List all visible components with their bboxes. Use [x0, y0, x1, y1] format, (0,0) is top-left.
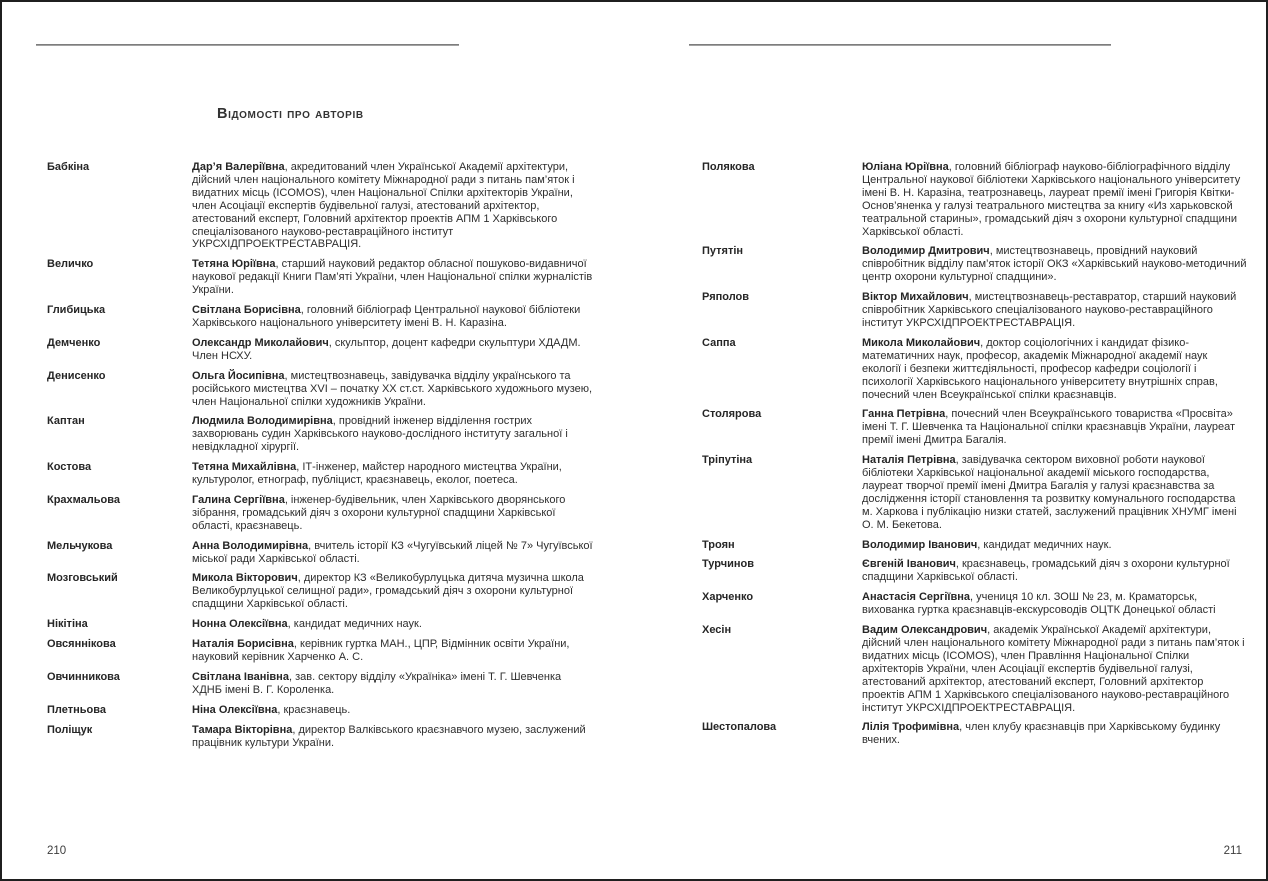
author-surname: Полякова	[702, 161, 755, 173]
author-description	[862, 454, 1247, 531]
author-surname: Шестопалова	[702, 721, 777, 734]
author-description	[862, 624, 1247, 714]
author-surname: Путятін	[702, 245, 744, 258]
author-surname: Демченко	[47, 336, 101, 349]
author-surname: Глибицька	[47, 304, 106, 317]
author-bio-text: , керівник гуртка МАН., ЦПР, Відмінник освіти України, науковий керівник Харченко А. С.	[192, 638, 570, 663]
author-name: Тамара Вікторівна	[192, 723, 293, 736]
author-surname: Величко	[47, 258, 94, 271]
author-entry	[702, 558, 1247, 584]
author-surname: Денисенко	[47, 369, 106, 382]
author-entry	[47, 304, 597, 330]
author-name: Олександр Миколайович	[192, 336, 329, 349]
author-description	[192, 704, 594, 717]
author-name: Євгеній Іванович	[862, 558, 956, 571]
author-entry	[47, 370, 597, 409]
author-entry	[47, 671, 597, 697]
left-page-author-list	[47, 161, 597, 756]
author-entry	[702, 539, 1247, 552]
author-name: Вадим Олександрович	[862, 624, 988, 637]
author-surname: Троян	[702, 538, 735, 551]
author-entry	[702, 161, 1247, 238]
author-surname: Тріпутіна	[702, 454, 753, 467]
author-bio-text: , краєзнавець.	[277, 703, 351, 716]
author-description	[192, 618, 594, 631]
author-description	[862, 539, 1247, 552]
author-surname: Овсяннікова	[47, 638, 116, 651]
author-surname: Саппа	[702, 336, 736, 349]
author-surname: Бабкіна	[47, 161, 90, 173]
left-page-number: 210	[47, 845, 67, 857]
author-name: Володимир Іванович	[862, 538, 978, 551]
author-name: Ніна Олексіївна	[192, 703, 278, 716]
author-entry	[702, 408, 1247, 447]
author-bio-text: , кандидат медичних наук.	[977, 538, 1112, 551]
author-description	[192, 724, 594, 750]
author-entry	[47, 494, 597, 533]
author-name: Тетяна Михайлівна	[192, 461, 297, 474]
author-name: Тетяна Юріївна	[192, 258, 276, 271]
author-name: Наталія Борисівна	[192, 638, 294, 651]
author-bio-text: , краєзнавець, громадський діяч з охорони культурної спадщини Харківської області.	[862, 558, 1230, 584]
author-description	[192, 461, 594, 487]
author-name: Володимир Дмитрович	[862, 245, 990, 258]
author-name: Нонна Олексіївна	[192, 618, 288, 631]
author-description	[192, 494, 594, 533]
author-name: Микола Вікторович	[192, 572, 298, 585]
author-surname: Харченко	[702, 591, 754, 604]
author-name: Наталія Петрівна	[862, 454, 956, 467]
author-entry	[47, 572, 597, 611]
author-surname: Мозговський	[47, 572, 118, 585]
author-surname: Костова	[47, 461, 92, 474]
author-description	[192, 572, 594, 611]
section-title: Відомості про авторів	[217, 106, 364, 122]
author-name: Ганна Петрівна	[862, 408, 946, 421]
author-bio-text: , мистецтвознавець-реставратор, старший науковий співробітник Харківського спеціалізованого науково-реставраційного інститут УКРСХІДПРОЕКТРЕСТАВРАЦІЯ.	[862, 291, 1237, 329]
author-description	[862, 408, 1247, 447]
author-description	[192, 370, 594, 409]
author-bio-text: , доктор соціологічних і кандидат фізико-математичних наук, професор, академік Міжнародної академії наук екології і безпеки життєдіяльності, професор кафедри соціології і психології Харківського національного університету внутрішніх справ, почесний член Всеукраїнської спілки краєзнавців.	[862, 336, 1218, 401]
author-entry	[47, 258, 597, 297]
author-surname: Овчинникова	[47, 670, 120, 683]
author-entry	[47, 415, 597, 454]
author-entry	[47, 724, 597, 750]
author-entry	[702, 624, 1247, 714]
author-surname: Поліщук	[47, 723, 93, 736]
author-name: Микола Миколайович	[862, 336, 981, 349]
author-name: Світлана Борисівна	[192, 304, 301, 317]
author-entry	[702, 291, 1247, 330]
author-entry	[702, 245, 1247, 284]
author-surname: Крахмальова	[47, 493, 120, 506]
author-surname: Каптан	[47, 415, 85, 428]
author-bio-text: , мистецтвознавець, провідний науковий співробітник відділу пам’яток історії ОКЗ «Харківський науково-методичний центр охорони культурної спадщини».	[862, 245, 1247, 284]
author-surname: Турчинов	[702, 558, 754, 571]
author-bio-text: , зав. сектору відділу «Україніка» імені Т. Г. Шевченка ХДНБ імені В. Г. Короленка.	[192, 670, 562, 696]
author-entry	[47, 704, 597, 717]
author-description	[192, 638, 594, 664]
author-entry	[47, 540, 597, 566]
author-bio-text: , член клубу краєзнавців при Харківському будинку вчених.	[862, 721, 1221, 747]
author-entry	[702, 721, 1247, 747]
author-surname: Мельчукова	[47, 539, 113, 552]
author-bio-text: , директор Валківського краєзнавчого музею, заслужений працівник культури України.	[192, 723, 586, 749]
author-name: Анна Володимирівна	[192, 539, 309, 552]
author-description	[862, 291, 1247, 330]
author-entry	[702, 454, 1247, 531]
author-name: Ольга Йосипівна	[192, 369, 285, 382]
author-bio-text: , акредитований член Української Академії архітектури, дійсний член національного комітету Міжнародної ради з питань пам’яток і видатних місць (ICOMOS), член Національної Спілки архітекторів України, член Асоціації експертів будівельної галузі, атестований архітектор, атестований експерт, Головний архітектор проектів АПМ 1 Харківського спеціалізованого науково-реставраційного інститут УКРСХІДПРОЕКТРЕСТАВРАЦІЯ.	[192, 161, 575, 251]
author-name: Юліана Юріївна	[862, 161, 949, 173]
author-surname: Столярова	[702, 408, 762, 421]
author-bio-text: , головний бібліограф Центральної наукової бібліотеки Харківського національного університету імені В. Н. Каразіна.	[192, 304, 581, 329]
author-name: Анастасія Сергіївна	[862, 591, 971, 604]
author-bio-text: , вчитель історії КЗ «Чугуївський ліцей № 7» Чугуївської міської ради Харківської області.	[192, 539, 593, 565]
author-description	[862, 161, 1247, 238]
author-description	[862, 591, 1247, 617]
author-surname: Нікітіна	[47, 618, 88, 631]
author-description	[862, 721, 1247, 747]
author-description	[192, 161, 594, 251]
author-bio-text: , академік Української Академії архітектури, дійсний член національного комітету Міжнародної ради з питань пам’яток і видатних місць (ICOMOS), член Правління Національної Спілки архітекторів України, член Асоціації експертів будівельної галузі, атестований архітектор, атестований експерт, Головний архітектор проектів АПМ 1 Харківського спеціалізованого науково-реставраційного інститут УКРСХІДПРОЕКТРЕСТАВРАЦІЯ.	[862, 624, 1245, 714]
author-description	[192, 415, 594, 454]
author-entry	[702, 337, 1247, 402]
right-page-author-list	[702, 161, 1247, 754]
author-name: Віктор Михайлович	[862, 291, 969, 304]
author-entry	[47, 638, 597, 664]
author-entry	[47, 161, 597, 251]
author-description	[192, 304, 594, 330]
author-bio-text: , інженер-будівельник, член Харківського дворянського зібрання, громадський діяч з охорони культурної спадщини Харківської області, краєзнавець.	[192, 493, 566, 532]
author-bio-text: , скульптор, доцент кафедри скульптури ХДАДМ. Член НСХУ.	[192, 336, 581, 362]
author-bio-text: , кандидат медичних наук.	[287, 618, 422, 631]
right-page-number: 211	[1223, 845, 1242, 857]
author-bio-text: , головний бібліограф науково-бібліографічного відділу Центральної наукової бібліотеки Харківського національного університету імені В. Н. Каразіна, театрознавець, лауреат премії імені Григорія Квітки-Основ’яненка у галузі театрального мистецтва за книгу «Из харьковской театральной старины», громадський діяч з охорони культурної спадщини Харківської області.	[862, 161, 1241, 238]
author-entry	[702, 591, 1247, 617]
author-bio-text: , старший науковий редактор обласної пошуково-видавничої наукової редакції Книги Пам’яті України, член Національної спілки журналістів України.	[192, 258, 593, 297]
author-name: Світлана Іванівна	[192, 670, 289, 683]
author-description	[192, 337, 594, 363]
author-description	[862, 245, 1247, 284]
author-name: Галина Сергіївна	[192, 493, 285, 506]
author-bio-text: , ІТ-інженер, майстер народного мистецтва України, культуролог, етнограф, публіцист, краєзнавець, еколог, поетеса.	[192, 461, 562, 487]
author-entry	[47, 461, 597, 487]
author-bio-text: , завідувачка сектором виховної роботи наукової бібліотеки Харківської національної академії міського господарства, лауреат творчої премії імені Дмитра Багалія у галузі краєзнавства за дослідження історії становлення та розвитку комунального господарства м. Харкова і публікацію низки статей, заслужений працівник ХНУМГ імені О. М. Бекетова.	[862, 454, 1237, 531]
author-description	[192, 258, 594, 297]
author-surname: Ряполов	[702, 291, 750, 304]
author-bio-text: , мистецтвознавець, завідувачка відділу українського та російського мистецтва XVI – початку XX ст.ст. Харківського художнього музею, член Національної спілки художників України.	[192, 369, 593, 408]
left-page-top-rule	[36, 44, 459, 46]
author-name: Дар’я Валеріївна	[192, 161, 285, 173]
author-description	[862, 337, 1247, 402]
author-bio-text: , почесний член Всеукраїнського товариства «Просвіта» імені Т. Г. Шевченка та Національної спілки краєзнавців України, лауреат премії імені Дмитра Багалія.	[862, 408, 1235, 447]
author-description	[862, 558, 1247, 584]
author-name: Лілія Трофимівна	[862, 721, 960, 734]
author-surname: Хесін	[702, 624, 732, 637]
author-description	[192, 540, 594, 566]
author-description	[192, 671, 594, 697]
right-page-top-rule	[689, 44, 1111, 46]
author-surname: Плетньова	[47, 703, 106, 716]
author-bio-text: , учениця 10 кл. ЗОШ № 23, м. Краматорськ, вихованка гуртка краєзнавців-екскурсоводів ОЦТК Донецької області	[862, 591, 1216, 617]
author-bio-text: , директор КЗ «Великобурлуцька дитяча музична школа Великобурлуцької селищної ради», громадський діяч з охорони культурної спадщини Харківської області.	[192, 572, 584, 611]
author-bio-text: , провідний інженер відділення гострих захворювань судин Харківського науково-дослідного інституту загальної і невідкладної хірургії.	[192, 415, 568, 454]
author-entry	[47, 337, 597, 363]
author-name: Людмила Володимирівна	[192, 415, 333, 428]
author-entry	[47, 618, 597, 631]
